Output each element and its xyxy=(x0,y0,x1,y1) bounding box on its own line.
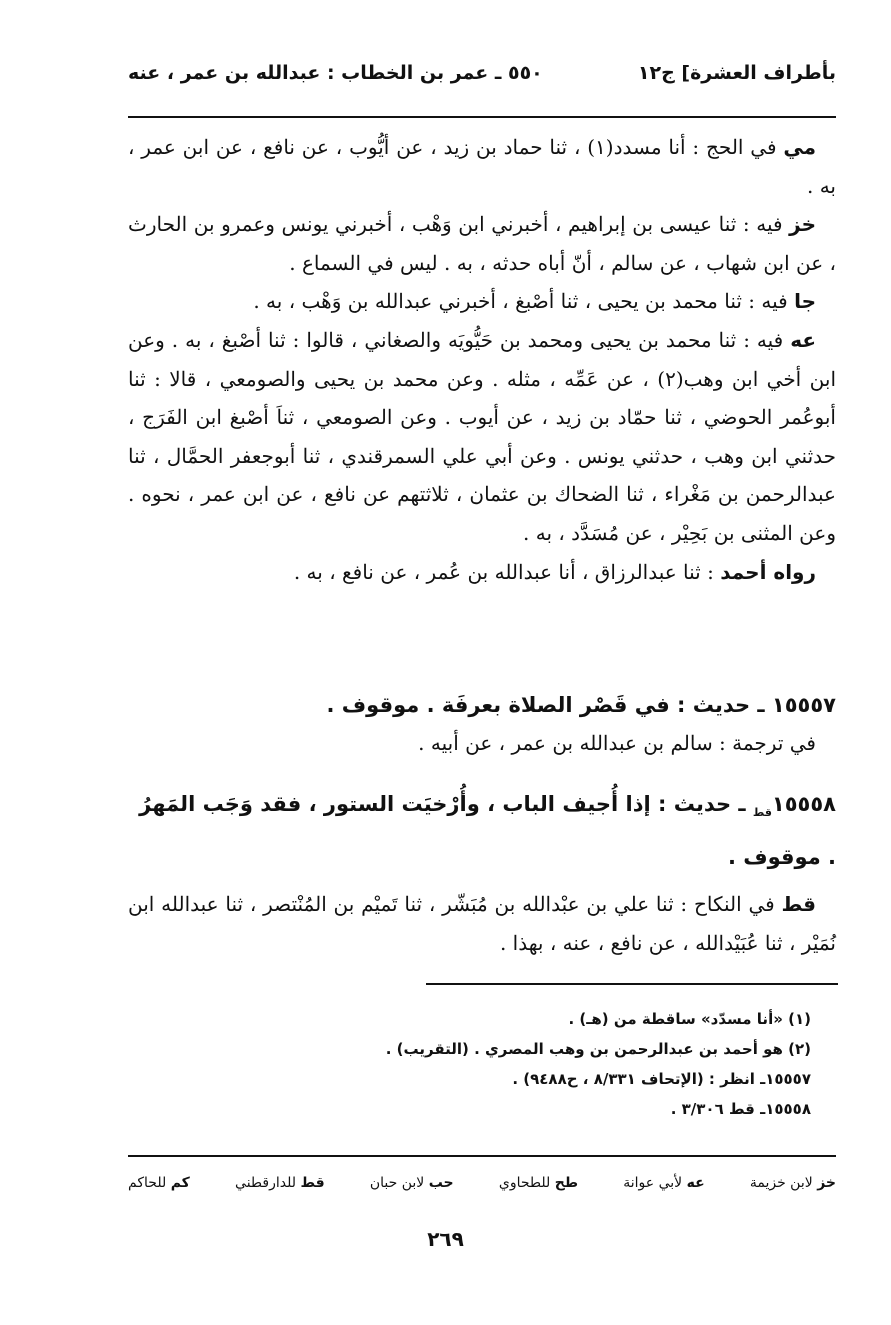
hadith-text xyxy=(128,885,836,962)
abbreviation-item: حب لابن حبان xyxy=(369,1175,454,1191)
hadith-number: ١٥٥٥٨ xyxy=(771,792,836,816)
footnote-rule xyxy=(426,983,838,985)
footnote: ١٥٥٥٧ـ انظر : (الإتحاف ٨/٣٣١ ، ح٩٤٨٨) . xyxy=(512,1070,811,1088)
abbreviation-item: كم للحاكم xyxy=(128,1175,190,1191)
hadith-note: في ترجمة : سالم بن عبدالله بن عمر ، عن أبيه . xyxy=(418,731,816,755)
main-text xyxy=(128,128,836,591)
paragraph-text: فيه : ثنا عيسى بن إبراهيم ، أخبرني ابن وَهْب ، أخبرني يونس وعمرو بن الحارث ، عن ابن شهاب ، عن سالم ، أنّ أباه حدثه ، به . ليس في السماع . xyxy=(128,212,836,275)
abbreviation-item: قط للدارقطني xyxy=(235,1175,325,1191)
source-code: قط xyxy=(781,892,816,917)
abbreviations-rule xyxy=(128,1155,836,1157)
paragraph-ah xyxy=(128,321,836,553)
hadith-15558 xyxy=(128,782,836,962)
abbreviation-item: طح للطحاوي xyxy=(498,1175,579,1191)
source-code: مي xyxy=(783,135,816,159)
hadith-title xyxy=(128,782,836,879)
page-number: ٢٦٩ xyxy=(427,1227,464,1251)
header-chapter-title: ٥٥٠ ـ عمر بن الخطاب : عبدالله بن عمر ، عنه xyxy=(128,62,543,84)
paragraph-text: : ثنا عبدالرزاق ، أنا عبدالله بن عُمر ، عن نافع ، به . xyxy=(293,559,721,584)
paragraph-text: فيه : ثنا محمد بن يحيى ومحمد بن حَيُّويَه والصغاني ، قالوا : ثنا أصْبغ ، به . وعن ابن أخي ابن وهب(٢) ، عن عَمِّه ، مثله . وعن محمد بن يحيى والصومعي ، قالا : ثنا أبوعُمر الحوضي ، ثنا حمّاد بن زيد ، عن أيوب . وعن الصومعي ، ثناَ أصْبغ ابن الفَرَج ، حدثني ابن وهب ، حدثني يونس . وعن أبي علي السمرقندي ، ثنا أبوجعفر الحمَّال ، ثنا عبدالرحمن بن مَغْراء ، ثنا الضحاك بن عثمان ، ثلاثتهم عن نافع ، عن ابن عمر ، نحوه . وعن المثنى بن بَحِيْر ، عن مُسَدَّد ، به . xyxy=(128,327,836,545)
paragraph-text: في الحج : أنا مسدد(١) ، ثنا حماد بن زيد ، عن أيُّوب ، عن نافع ، عن ابن عمر ، به . xyxy=(128,135,836,198)
source-code: خز xyxy=(789,212,816,237)
footnote: (١) «أنا مسدّد» ساقطة من (هـ) . xyxy=(568,1010,811,1028)
abbreviation-item: خز لابن خزيمة xyxy=(749,1175,836,1191)
hadith-title: ١٥٥٥٧ ـ حديث : في قَصْر الصلاة بعرفَة . موقوف . xyxy=(326,693,836,717)
header-rule xyxy=(128,116,836,118)
running-header xyxy=(128,56,836,96)
footnote: (٢) هو أحمد بن عبدالرحمن بن وهب المصري . (التقريب) . xyxy=(385,1040,811,1058)
paragraph-ja xyxy=(128,282,836,321)
footnote: ١٥٥٥٨ـ قط ٣/٣٠٦ . xyxy=(670,1100,811,1118)
hadith-15557 xyxy=(128,686,836,762)
source-code: جا xyxy=(794,289,816,314)
source-code: عه xyxy=(790,327,816,352)
paragraph-text: في النكاح : ثنا علي بن عبْدالله بن مُبَشّر ، ثنا تَميْم بن المُنْتصر ، ثنا عبدالله ابن نُمَيْر ، ثنا عُبَيْدالله ، عن نافع ، عنه ، بهذا . xyxy=(128,892,836,955)
hadith-tag: قط xyxy=(752,806,772,820)
abbreviation-item: عه لأبي عوانة xyxy=(623,1175,705,1191)
abbreviations-key xyxy=(128,1168,836,1198)
header-volume-title: بأطراف العشرة] ج١٢ xyxy=(637,62,836,84)
paragraph-khz xyxy=(128,205,836,282)
footnotes xyxy=(200,1004,811,1124)
paragraph-mi xyxy=(128,128,836,205)
source-code: رواه أحمد xyxy=(720,559,816,584)
hadith-title-text: ـ حديث : إذا أُجيف الباب ، وأُرْخيَت الستور ، فقد وَجَب المَهرُ . موقوف . xyxy=(139,792,836,870)
paragraph-text: فيه : ثنا محمد بن يحيى ، ثنا أصْبغ ، أخبرني عبدالله بن وَهْب ، به . xyxy=(253,289,795,314)
paragraph-ahmad xyxy=(128,553,836,592)
